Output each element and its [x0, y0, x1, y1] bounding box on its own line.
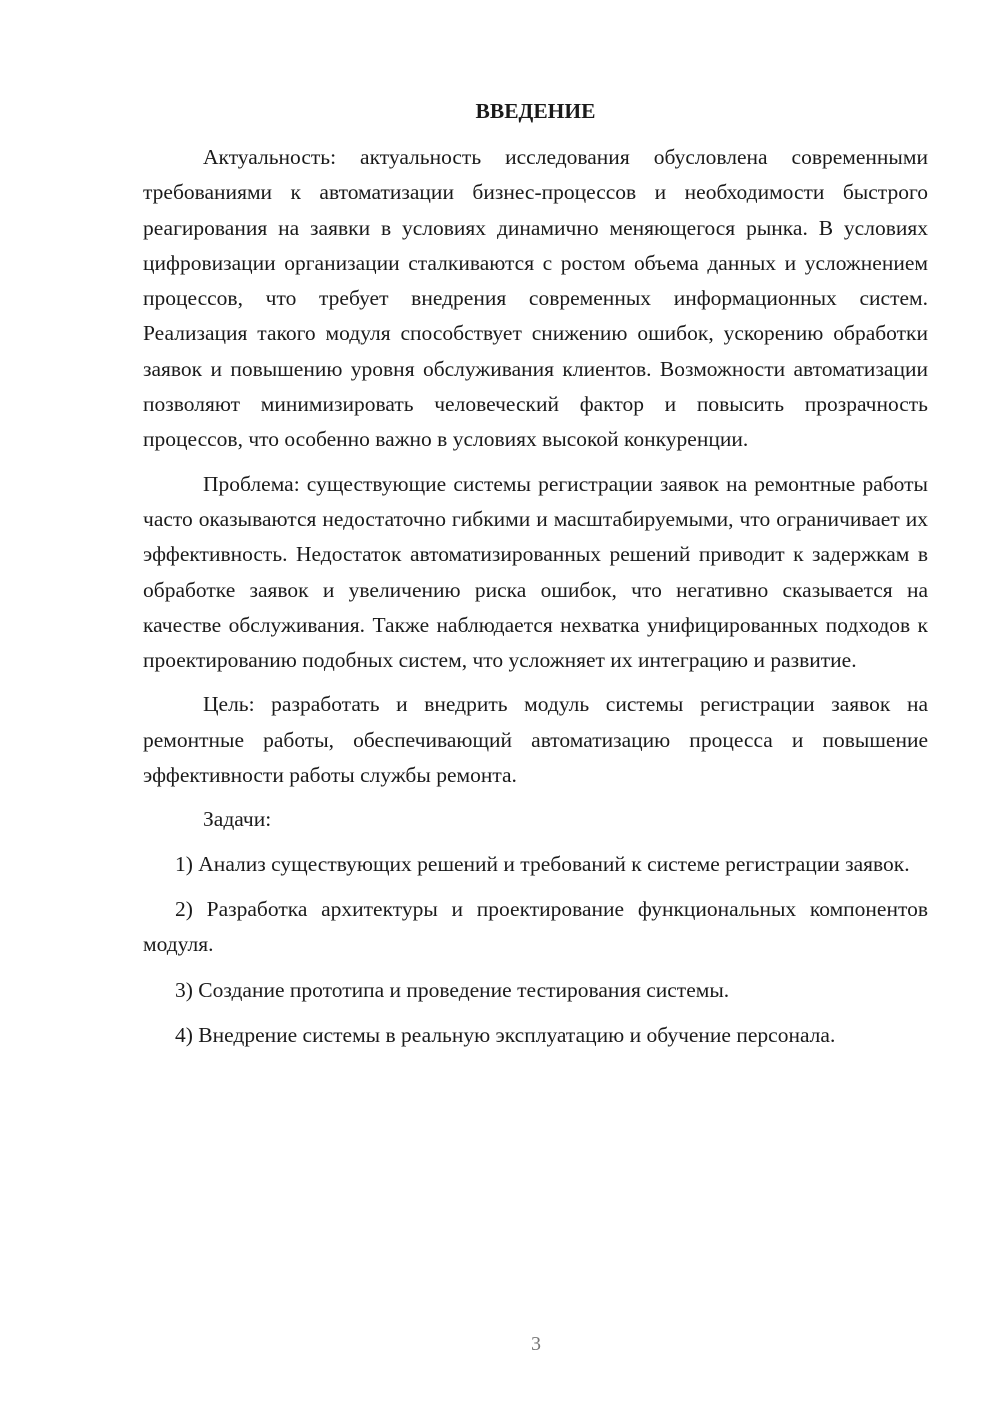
task-item-2: 2) Разработка архитектуры и проектирование функциональных компонентов модуля.: [143, 896, 928, 957]
paragraph-goal: Цель: разработать и внедрить модуль системы регистрации заявок на ремонтные работы, обеспечивающий автоматизацию процесса и повышение эффективности работы службы ремонта.: [143, 692, 928, 788]
task-item-4: 4) Внедрение системы в реальную эксплуатацию и обучение персонала.: [175, 1022, 836, 1047]
task-item-3: 3) Создание прототипа и проведение тестирования системы.: [175, 977, 730, 1002]
tasks-heading: Задачи:: [203, 807, 272, 832]
page-number: 3: [531, 1333, 541, 1355]
paragraph-relevance: Актуальность: актуальность исследования обусловлена современными требованиями к автоматизации бизнес-процессов и необходимости быстрого реагирования на заявки в условиях динамично меняющегося рынка. В условиях цифровизации организации сталкиваются с ростом объема данных и усложнением процессов, что требует внедрения современных информационных систем. Реализация такого модуля способствует снижению ошибок, ускорению обработки заявок и повышению уровня обслуживания клиентов. Возможности автоматизации позволяют минимизировать человеческий фактор и повысить прозрачность процессов, что особенно важно в условиях высокой конкуренции.: [143, 145, 928, 452]
section-title: ВВЕДЕНИЕ: [475, 99, 596, 123]
page-content: [143, 96, 928, 1063]
task-item-1: 1) Анализ существующих решений и требований к системе регистрации заявок.: [175, 851, 910, 876]
paragraph-problem: Проблема: существующие системы регистрации заявок на ремонтные работы часто оказываются недостаточно гибкими и масштабируемыми, что ограничивает их эффективность. Недостаток автоматизированных решений приводит к задержкам в обработке заявок и увеличению риска ошибок, что негативно сказывается на качестве обслуживания. Также наблюдается нехватка унифицированных подходов к проектированию подобных систем, что усложняет их интеграцию и развитие.: [143, 471, 928, 673]
